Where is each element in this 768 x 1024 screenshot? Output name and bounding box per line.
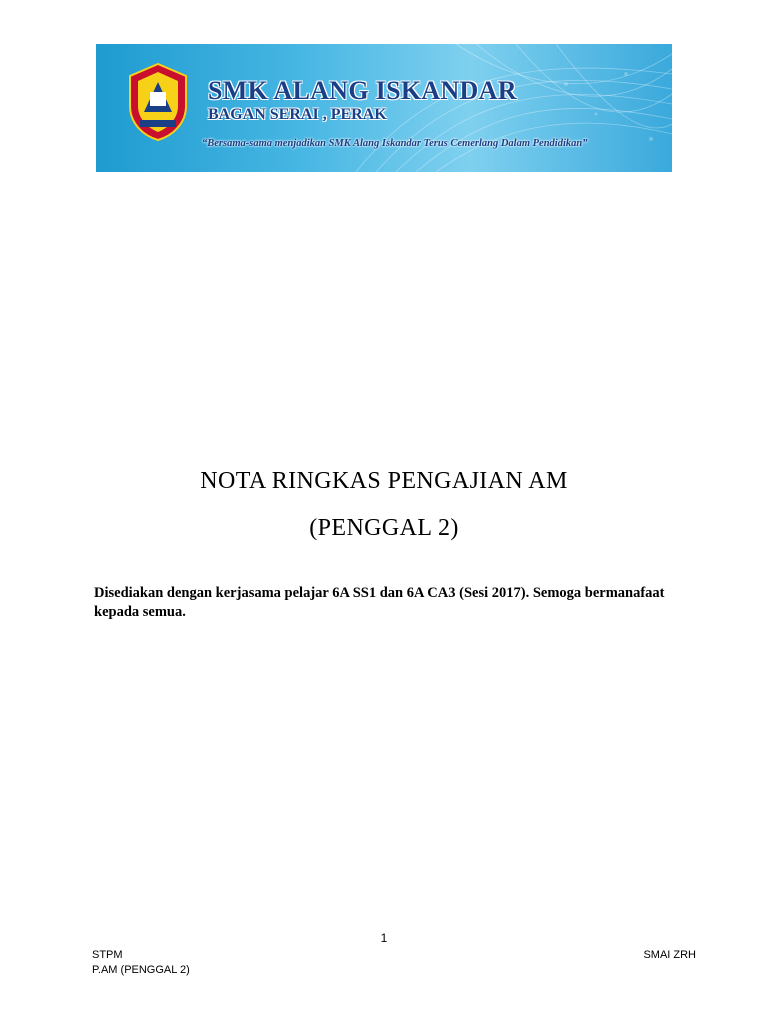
footer-left-line2: P.AM (PENGGAL 2): [92, 964, 190, 976]
school-banner: [96, 44, 672, 172]
page-number: 1: [380, 931, 388, 945]
document-subtitle: (PENGGAL 2): [309, 515, 459, 541]
school-name: SMK ALANG ISKANDAR: [208, 76, 517, 105]
document-title: NOTA RINGKAS PENGAJIAN AM: [200, 468, 568, 494]
footer-left-line1: STPM: [92, 949, 123, 961]
school-motto: “Bersama-sama menjadikan SMK Alang Iskandar Terus Cemerlang Dalam Pendidikan”: [202, 138, 588, 149]
school-location: BAGAN SERAI , PERAK: [208, 106, 387, 123]
document-description: Disediakan dengan kerjasama pelajar 6A SS1 dan 6A CA3 (Sesi 2017). Semoga bermanafaat kepada semua.: [94, 585, 665, 620]
school-logo-icon: [126, 62, 190, 142]
footer-right: SMAI ZRH: [643, 949, 696, 961]
